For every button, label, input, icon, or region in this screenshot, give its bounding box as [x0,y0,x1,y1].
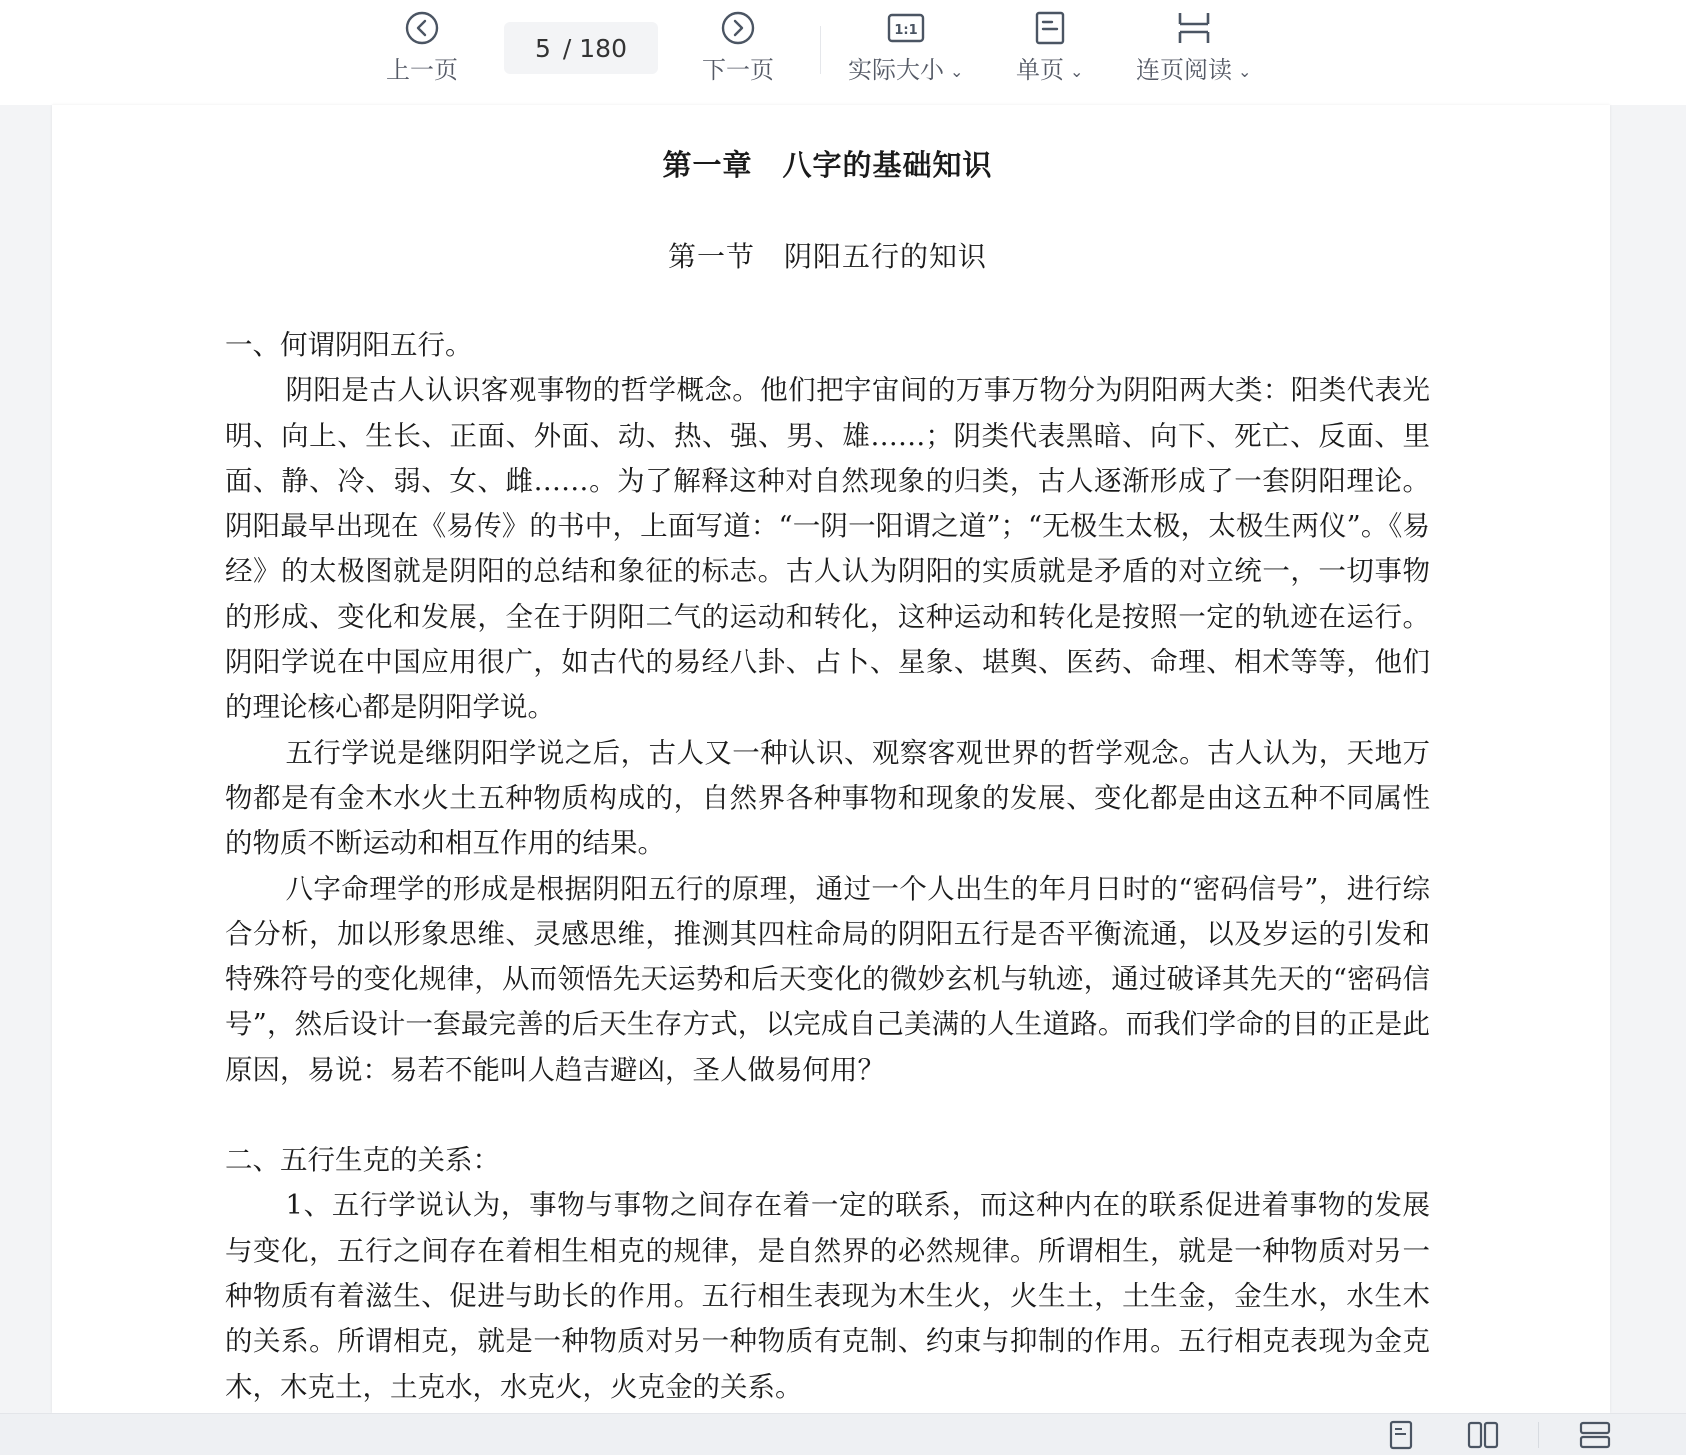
zoom-dropdown[interactable] [848,10,963,85]
bottom-bar [0,1413,1686,1455]
toolbar [0,0,1686,105]
actual-size-icon-text: 1:1 [894,23,918,38]
single-page-view-icon[interactable] [1386,1420,1416,1454]
body-text [225,323,1430,1410]
chevron-down-icon: ⌄ [1070,61,1084,81]
prev-page-label: 上一页 [386,56,458,84]
paragraph: 阴阳是古人认识客观事物的哲学概念。他们把宇宙间的万事万物分为阴阳两大类：阳类代表光明、向上、生长、正面、外面、动、热、强、男、雄……；阴类代表黑暗、向下、死亡、反面、里面、静、冷、弱、女、雌……。为了解释这种对自然现象的归类，古人逐渐形成了一套阴阳理论。阴阳最早出现在《易传》的书中，上面写道：“一阴一阳谓之道”；“无极生太极，太极生两仪”。《易经》的太极图就是阴阳的总结和象征的标志。古人认为阴阳的实质就是矛盾的对立统一，一切事物的形成、变化和发展，全在于阴阳二气的运动和转化，这种运动和转化是按照一定的轨迹在运行。阴阳学说在中国应用很广，如古代的易经八卦、占卜、星象、堪舆、医药、命理、相术等等，他们的理论核心都是阴阳学说。 [225,374,1430,724]
toolbar-divider [820,26,821,74]
heading-five-elements: 二、五行生克的关系： [225,1144,500,1177]
reading-mode-label: 连页阅读 [1136,56,1232,84]
next-page-label: 下一页 [702,56,774,84]
dual-page-view-icon[interactable] [1466,1420,1500,1454]
actual-size-icon [886,10,926,46]
next-page-button[interactable] [702,10,774,85]
page-mode-dropdown[interactable] [1016,10,1083,85]
chevron-right-circle-icon [720,10,756,46]
zoom-label: 实际大小 [848,56,944,84]
page-mode-label: 单页 [1016,56,1064,84]
chapter-title: 第一章 八字的基础知识 [662,148,993,182]
page-indicator[interactable] [504,22,658,74]
reading-mode-dropdown[interactable] [1136,10,1251,85]
chevron-down-icon: ⌄ [950,61,964,81]
total-pages: / 180 [562,33,627,63]
heading-yin-yang: 一、何谓阴阳五行。 [225,329,473,361]
current-page-number[interactable]: 5 [535,33,551,63]
paragraph: 1、五行学说认为，事物与事物之间存在着一定的联系，而这种内在的联系促进着事物的发展与变化，五行之间存在着相生相克的规律，是自然界的必然规律。所谓相生，就是一种物质对另一种物质有着滋生、促进与助长的作用。五行相生表现为木生火，火生土，土生金，金生水，水生木的关系。所谓相克，就是一种物质对另一种物质有克制、约束与抑制的作用。五行相克表现为金克木，木克土，土克水，水克火，火克金的关系。 [225,1189,1430,1403]
continuous-view-icon[interactable] [1578,1420,1612,1454]
single-page-icon [1032,10,1068,46]
chevron-left-circle-icon [404,10,440,46]
paragraph: 五行学说是继阴阳学说之后，古人又一种认识、观察客观世界的哲学观念。古人认为，天地万物都是有金木水火土五种物质构成的，自然界各种事物和现象的发展、变化都是由这五种不同属性的物质不断运动和相互作用的结果。 [225,736,1430,860]
chevron-down-icon: ⌄ [1238,61,1252,81]
document-page [52,105,1610,1413]
paragraph: 八字命理学的形成是根据阴阳五行的原理，通过一个人出生的年月日时的“密码信号”，进行综合分析，加以形象思维、灵感思维，推测其四柱命局的阴阳五行是否平衡流通，以及岁运的引发和特殊符号的变化规律，从而领悟先天运势和后天变化的微妙玄机与轨迹，通过破译其先天的“密码信号”，然后设计一套最完善的后天生存方式，以完成自己美满的人生道路。而我们学命的目的正是此原因，易说：易若不能叫人趋吉避凶，圣人做易何用？ [225,872,1430,1086]
prev-page-button[interactable] [386,10,458,85]
section-title: 第一节 阴阳五行的知识 [667,240,987,273]
continuous-reading-icon [1174,10,1214,46]
